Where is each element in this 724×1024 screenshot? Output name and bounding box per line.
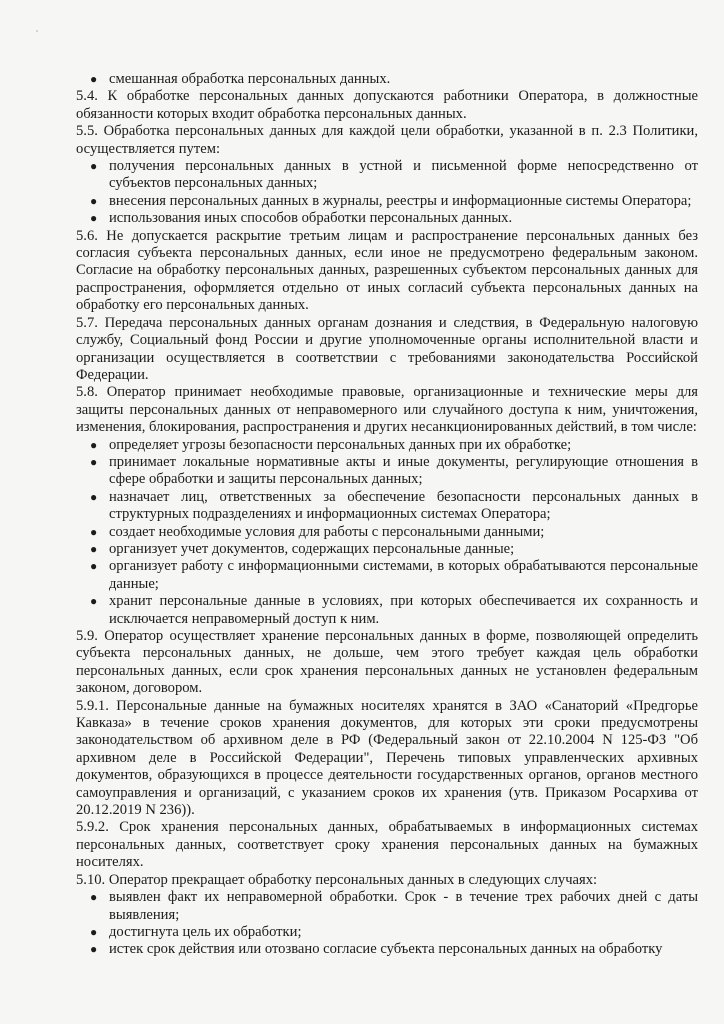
- bullet-item: [76, 158, 698, 193]
- bullet-list: [76, 71, 698, 88]
- bullet-text: смешанная обработка персональных данных.: [109, 71, 391, 87]
- bullet-item: [76, 454, 698, 489]
- bullet-text: истек срок действия или отозвано согласие субъекта персональных данных на обработку: [109, 941, 663, 958]
- bullet-item: [76, 210, 698, 227]
- bullet-item: [76, 541, 698, 558]
- clause-paragraph: 5.8. Оператор принимает необходимые правовые, организационные и технические меры для защиты персональных данных от неправомерного или случайного доступа к ним, уничтожения, изменения, блокирования, распространения и других несанкционированных действий, в том числе:: [76, 384, 698, 436]
- bullet-text: выявлен факт их неправомерной обработки. Срок - в течение трех рабочих дней с даты выявления;: [109, 889, 698, 923]
- bullet-item: [76, 71, 698, 88]
- bullet-icon: ●: [90, 437, 98, 452]
- bullet-text: достигнута цель их обработки;: [109, 923, 302, 940]
- bullet-icon: ●: [90, 72, 98, 86]
- bullet-item: [76, 489, 698, 524]
- bullet-icon: ●: [90, 193, 98, 208]
- clause-paragraph: 5.9.1. Персональные данные на бумажных носителях хранятся в ЗАО «Санаторий «Предгорье Кавказа» в течение сроков хранения документов, для которых эти сроки предусмотрены законодательством об архивном деле в РФ (Федеральный закон от 22.10.2004 N 125-ФЗ "Об архивном деле в Российской Федерации", Перечень типовых управленческих архивных документов, образующихся в процессе деятельности государственных органов, органов местного самоуправления и организаций, с указанием сроков их хранения (утв. Приказом Росархива от 20.12.2019 N 236)).: [76, 697, 698, 819]
- bullet-text: организует работу с информационными системами, в которых обрабатываются персональные данные;: [109, 558, 698, 592]
- bullet-text: получения персональных данных в устной и письменной форме непосредственно от субъектов персональных данных;: [109, 158, 698, 192]
- bullet-item: [76, 193, 698, 210]
- clause-paragraph: 5.6. Не допускается раскрытие третьим лицам и распространение персональных данных без согласия субъекта персональных данных, если иное не предусмотрено федеральным законом. Согласие на обработку персональных данных, разрешенных субъектом персональных данных для распространения, оформляется отдельно от иных согласий субъекта персональных данных на обработку его персональных данных.: [76, 227, 698, 314]
- bullet-icon: ●: [90, 924, 98, 939]
- bullet-list: [76, 158, 698, 228]
- bullet-item: [76, 924, 698, 941]
- bullet-text: назначает лиц, ответственных за обеспечение безопасности персональных данных в структурных подразделениях и информационных системах Оператора;: [109, 488, 698, 523]
- bullet-icon: ●: [90, 559, 98, 574]
- bullet-item: [76, 941, 698, 958]
- clause-paragraph: 5.5. Обработка персональных данных для каждой цели обработки, указанной в п. 2.3 Политики, осуществляется путем:: [76, 123, 698, 157]
- bullet-icon: ●: [90, 211, 98, 226]
- bullet-icon: ●: [90, 541, 98, 556]
- bullet-item: [76, 437, 698, 454]
- bullet-text: принимает локальные нормативные акты и иные документы, регулирующие отношения в сфере обработки и защиты персональных данных;: [109, 453, 698, 488]
- bullet-text: организует учет документов, содержащих персональные данные;: [109, 540, 515, 557]
- bullet-list: [76, 889, 698, 959]
- bullet-item: [76, 524, 698, 541]
- clause-paragraph: 5.10. Оператор прекращает обработку персональных данных в следующих случаях:: [76, 871, 598, 888]
- bullet-icon: ●: [90, 159, 98, 174]
- bullet-text: внесения персональных данных в журналы, реестры и информационные системы Оператора;: [109, 192, 692, 209]
- bullet-icon: ●: [90, 594, 98, 609]
- bullet-item: [76, 889, 698, 924]
- bullet-icon: ●: [90, 454, 98, 469]
- clause-paragraph: 5.9.2. Срок хранения персональных данных, обрабатываемых в информационных системах персональных данных, соответствует сроку хранения персональных данных на бумажных носителях.: [76, 819, 698, 871]
- bullet-list: [76, 437, 698, 628]
- document-body: [76, 71, 698, 959]
- clause-paragraph: 5.4. К обработке персональных данных допускаются работники Оператора, в должностные обязанности которых входит обработка персональных данных.: [76, 88, 698, 122]
- bullet-item: [76, 558, 698, 593]
- clause-paragraph: 5.9. Оператор осуществляет хранение персональных данных в форме, позволяющей определить субъекта персональных данных, не дольше, чем этого требует каждая цель обработки персональных данных, если срок хранения персональных данных не установлен федеральным законом, договором.: [76, 628, 698, 697]
- bullet-text: использования иных способов обработки персональных данных.: [109, 210, 513, 227]
- bullet-text: определяет угрозы безопасности персональных данных при их обработке;: [109, 436, 572, 453]
- bullet-icon: ●: [90, 890, 98, 905]
- bullet-text: хранит персональные данные в условиях, при которых обеспечивается их сохранность и исключается неправомерный доступ к ним.: [109, 593, 698, 627]
- clause-paragraph: 5.7. Передача персональных данных органам дознания и следствия, в Федеральную налоговую службу, Социальный фонд России и другие уполномоченные органы исполнительной власти и организации осуществляется в соответствии с требованиями законодательства Российской Федерации.: [76, 314, 698, 383]
- bullet-icon: ●: [90, 489, 98, 504]
- bullet-icon: ●: [90, 524, 98, 539]
- bullet-text: создает необходимые условия для работы с персональными данными;: [109, 523, 545, 540]
- bullet-icon: ●: [90, 942, 98, 957]
- bullet-item: [76, 593, 698, 628]
- scan-speck: [36, 30, 38, 32]
